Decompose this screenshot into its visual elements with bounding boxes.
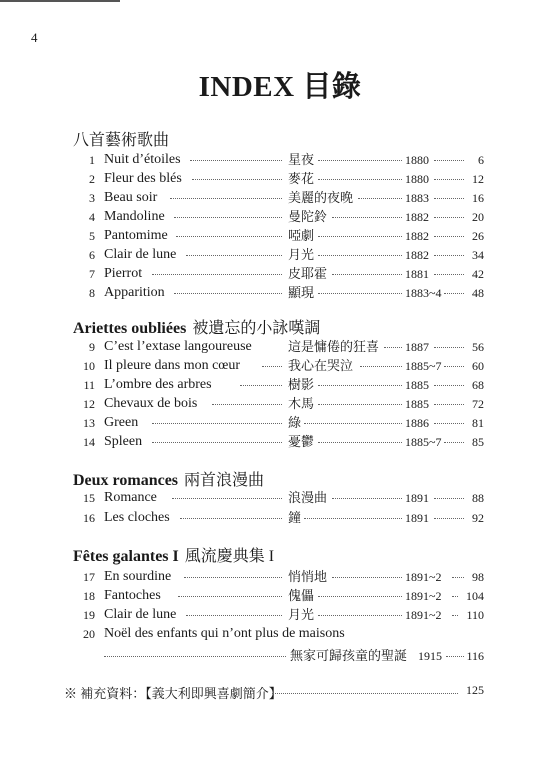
leader-dots [318, 615, 402, 616]
leader-dots [452, 596, 458, 597]
supplement-page: 125 [466, 683, 484, 697]
section-title-fetes-galantes [73, 543, 274, 566]
entry-year: 1883~4 [405, 286, 442, 300]
leader-dots [332, 577, 402, 578]
supplement-entry[interactable]: ※ 補充資料：【義大利即興喜劇簡介】 [64, 686, 282, 701]
leader-dots [186, 615, 282, 616]
entry-year: 1891~2 [405, 589, 442, 603]
entry-chinese-title: 我心在哭泣 [288, 358, 354, 373]
entry-number: 13 [83, 416, 95, 430]
leader-dots [172, 498, 282, 499]
entry-french-title: Chevaux de bois [104, 396, 198, 411]
leader-dots [240, 385, 282, 386]
entry-year: 1885~7 [405, 435, 442, 449]
section-title-en: Ariettes oubliées [73, 320, 187, 337]
leader-dots [170, 198, 282, 199]
leader-dots [332, 498, 402, 499]
leader-dots [176, 236, 282, 237]
leader-dots [360, 366, 402, 367]
entry-page: 12 [472, 172, 484, 186]
index-entry[interactable] [0, 226, 560, 246]
entry-year: 1891 [405, 511, 429, 525]
index-entry[interactable] [0, 605, 560, 625]
section-title-zh: 八首藝術歌曲 [73, 132, 170, 149]
entry-chinese-title: 鐘 [288, 510, 302, 525]
entry-year: 1880 [405, 153, 429, 167]
entry-french-title: Beau soir [104, 190, 158, 205]
entry-number: 7 [89, 267, 95, 281]
entry-year: 1883 [405, 191, 429, 205]
index-entry[interactable] [0, 150, 560, 170]
entry-page: 110 [466, 608, 484, 622]
leader-dots [318, 160, 402, 161]
entry-year: 1891~2 [405, 608, 442, 622]
entry-chinese-title: 浪漫曲 [288, 490, 328, 505]
leader-dots [212, 404, 282, 405]
section-title-en: Deux romances [73, 472, 179, 489]
entry-french-title: Les cloches [104, 510, 170, 525]
entry-chinese-title: 曼陀鈴 [288, 209, 328, 224]
entry-page: 20 [472, 210, 484, 224]
entry-page: 81 [472, 416, 484, 430]
entry-number: 14 [83, 435, 95, 449]
entry-chinese-title: 啞劇 [288, 228, 315, 243]
leader-dots [152, 423, 282, 424]
entry-chinese-title: 無家可歸孩童的聖誕 [290, 648, 408, 663]
leader-dots [358, 198, 402, 199]
section-title-zh: 兩首浪漫曲 [184, 472, 265, 489]
entry-number: 3 [89, 191, 95, 205]
leader-dots [452, 615, 458, 616]
index-entry[interactable] [0, 245, 560, 265]
entry-year: 1882 [405, 210, 429, 224]
leader-dots [104, 656, 286, 657]
entry-french-title: Pierrot [104, 266, 143, 281]
entry-french-title: C’est l’extase langoureuse [104, 339, 252, 354]
entry-page: 42 [472, 267, 484, 281]
page-number: 4 [31, 30, 38, 45]
entry-year: 1885 [405, 378, 429, 392]
entry-number: 5 [89, 229, 95, 243]
entry-year: 1882 [405, 248, 429, 262]
entry-number: 19 [83, 608, 95, 622]
entry-chinese-title: 顯現 [288, 285, 315, 300]
entry-number: 17 [83, 570, 95, 584]
entry-page: 16 [472, 191, 484, 205]
entry-year: 1882 [405, 229, 429, 243]
entry-page: 60 [472, 359, 484, 373]
leader-dots [174, 293, 282, 294]
entry-year: 1885 [405, 397, 429, 411]
entry-chinese-title: 悄悄地 [288, 569, 328, 584]
entry-chinese-title: 憂鬱 [288, 434, 315, 449]
index-entry[interactable] [0, 356, 560, 376]
entry-page: 6 [478, 153, 484, 167]
index-entry[interactable] [0, 432, 560, 452]
leader-dots [178, 596, 282, 597]
entry-french-title: Nuit d’étoiles [104, 152, 181, 167]
leader-dots [272, 693, 458, 694]
entry-chinese-title: 綠 [288, 415, 302, 430]
entry-number: 12 [83, 397, 95, 411]
index-entry[interactable] [0, 508, 560, 528]
leader-dots [318, 404, 402, 405]
entry-page: 72 [472, 397, 484, 411]
leader-dots [318, 236, 402, 237]
entry-number: 15 [83, 491, 95, 505]
entry-french-title: Il pleure dans mon cœur [104, 358, 241, 373]
entry-chinese-title: 月光 [288, 247, 315, 262]
entry-year: 1881 [405, 267, 429, 281]
leader-dots [318, 255, 402, 256]
leader-dots [318, 385, 402, 386]
section-title-deux-romances [73, 467, 264, 490]
entry-page: 34 [472, 248, 484, 262]
top-rule [0, 0, 120, 2]
entry-number: 2 [89, 172, 95, 186]
section-title-ariettes [73, 315, 320, 338]
entry-page: 68 [472, 378, 484, 392]
entry-year: 1886 [405, 416, 429, 430]
entry-chinese-title: 星夜 [288, 152, 315, 167]
entry-page: 116 [466, 649, 484, 663]
leader-dots [186, 255, 282, 256]
section-title-en: Fêtes galantes I [73, 548, 179, 565]
entry-french-title: Pantomime [104, 228, 168, 243]
leader-dots [332, 274, 402, 275]
entry-year: 1891 [405, 491, 429, 505]
leader-dots [332, 217, 402, 218]
entry-french-title: Fleur des blés [104, 171, 182, 186]
entry-number: 8 [89, 286, 95, 300]
leader-dots [318, 596, 402, 597]
section-title-zh: 被遺忘的小詠嘆調 [192, 320, 321, 337]
entry-french-title: Apparition [104, 285, 165, 300]
entry-french-title: Clair de lune [104, 607, 177, 622]
entry-french-title: Green [104, 415, 139, 430]
leader-dots [304, 423, 402, 424]
entry-chinese-title: 木馬 [288, 396, 315, 411]
entry-page: 48 [472, 286, 484, 300]
entry-year: 1887 [405, 340, 429, 354]
leader-dots [262, 366, 282, 367]
entry-page: 56 [472, 340, 484, 354]
entry-chinese-title: 傀儡 [288, 588, 315, 603]
entry-number: 1 [89, 153, 95, 167]
entry-chinese-title: 美麗的夜晚 [288, 190, 354, 205]
entry-number: 4 [89, 210, 95, 224]
entry-number: 10 [83, 359, 95, 373]
index-entry[interactable] [0, 375, 560, 395]
entry-year: 1915 [418, 649, 442, 663]
leader-dots [384, 347, 402, 348]
leader-dots [174, 217, 282, 218]
entry-chinese-title: 月光 [288, 607, 315, 622]
entry-year: 1885~7 [405, 359, 442, 373]
entry-french-title: L’ombre des arbres [104, 377, 212, 392]
leader-dots [184, 577, 282, 578]
page-title: INDEX 目錄 [198, 71, 362, 103]
index-entry[interactable] [0, 394, 560, 414]
index-entry[interactable] [0, 567, 560, 587]
leader-dots [152, 442, 282, 443]
leader-dots [318, 442, 402, 443]
leader-dots [192, 179, 282, 180]
entry-year: 1880 [405, 172, 429, 186]
leader-dots [180, 518, 282, 519]
index-entry[interactable] [0, 337, 560, 357]
entry-number: 9 [89, 340, 95, 354]
index-entry[interactable] [0, 488, 560, 508]
entry-page: 88 [472, 491, 484, 505]
index-entry[interactable] [0, 413, 560, 433]
index-entry[interactable] [0, 264, 560, 284]
entry-page: 26 [472, 229, 484, 243]
entry-french-title: Mandoline [104, 209, 165, 224]
leader-dots [304, 518, 402, 519]
index-entry[interactable] [0, 586, 560, 606]
leader-dots [190, 160, 282, 161]
entry-chinese-title: 皮耶霍 [288, 266, 328, 281]
entry-page: 85 [472, 435, 484, 449]
leader-dots [318, 179, 402, 180]
leader-dots [152, 274, 282, 275]
entry-number: 16 [83, 511, 95, 525]
entry-french-title: En sourdine [104, 569, 172, 584]
entry-page: 98 [472, 570, 484, 584]
section-title-art-songs [73, 127, 169, 150]
entry-french-title: Spleen [104, 434, 143, 449]
entry-french-title: Romance [104, 490, 157, 505]
index-entry[interactable] [0, 188, 560, 208]
entry-french-title: Noël des enfants qui n’ont plus de maisons [104, 626, 345, 641]
entry-number: 20 [83, 627, 95, 641]
index-entry[interactable] [0, 207, 560, 227]
index-entry[interactable] [0, 283, 560, 303]
section-title-zh: 風流慶典集 I [184, 548, 275, 565]
entry-page: 104 [466, 589, 484, 603]
entry-chinese-title: 這是慵倦的狂喜 [288, 339, 380, 354]
index-entry[interactable] [0, 169, 560, 189]
entry-page: 92 [472, 511, 484, 525]
entry-chinese-title: 樹影 [288, 377, 315, 392]
entry-number: 6 [89, 248, 95, 262]
entry-french-title: Fantoches [104, 588, 161, 603]
entry-french-title: Clair de lune [104, 247, 177, 262]
index-entry[interactable] [0, 624, 560, 668]
leader-dots [318, 293, 402, 294]
entry-year: 1891~2 [405, 570, 442, 584]
entry-number: 18 [83, 589, 95, 603]
entry-number: 11 [83, 378, 95, 392]
entry-chinese-title: 麥花 [288, 171, 315, 186]
